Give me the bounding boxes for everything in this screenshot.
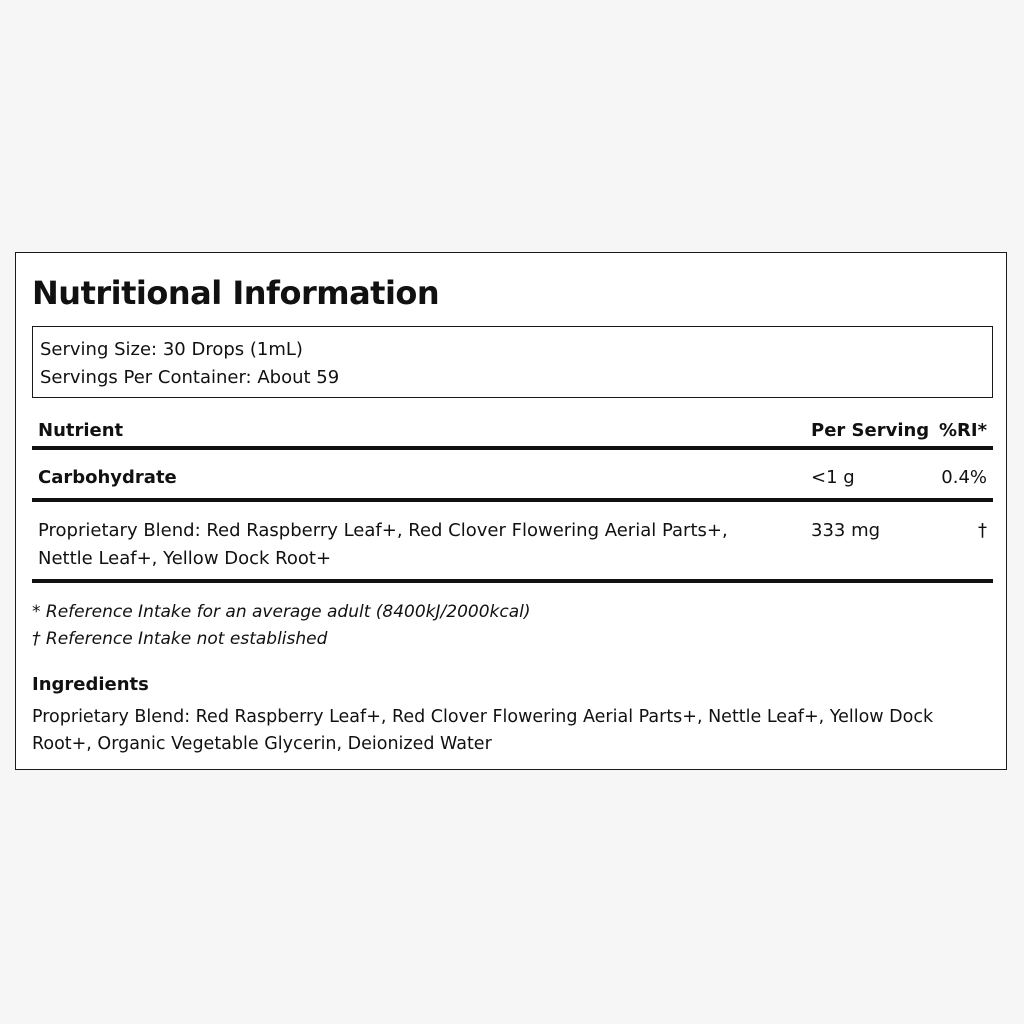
nutrient-name: Proprietary Blend: Red Raspberry Leaf+, Red Clover Flowering Aerial Parts+, Nettle Leaf+, Yellow Dock Root+ bbox=[38, 520, 728, 569]
nutrient-name: Carbohydrate bbox=[38, 467, 177, 488]
nutrient-per-serving: 333 mg bbox=[811, 520, 881, 541]
nutrition-label-panel bbox=[15, 252, 1007, 770]
serving-info-box bbox=[32, 326, 993, 398]
header-ri: %RI* bbox=[938, 420, 987, 441]
nutrient-table bbox=[32, 415, 993, 583]
nutrient-ri: 0.4% bbox=[941, 467, 987, 488]
servings-per-container: Servings Per Container: About 59 bbox=[40, 367, 340, 388]
footnote-reference-intake: * Reference Intake for an average adult (8400kJ/2000kcal) bbox=[32, 602, 531, 622]
header-nutrient: Nutrient bbox=[38, 420, 124, 441]
table-row bbox=[32, 450, 993, 502]
table-row bbox=[32, 502, 993, 583]
nutrient-ri: † bbox=[978, 520, 987, 541]
label-title: Nutritional Information bbox=[32, 274, 440, 312]
nutrient-per-serving: <1 g bbox=[811, 467, 855, 488]
ingredients-heading: Ingredients bbox=[32, 674, 149, 695]
table-header-row bbox=[32, 415, 993, 450]
footnotes bbox=[32, 599, 531, 653]
header-per-serving: Per Serving bbox=[811, 420, 930, 441]
footnote-not-established: † Reference Intake not established bbox=[32, 629, 328, 649]
ingredients-text: Proprietary Blend: Red Raspberry Leaf+, Red Clover Flowering Aerial Parts+, Nettle Leaf+, Yellow Dock Root+, Organic Vegetable Glycerin, Deionized Water bbox=[32, 707, 934, 754]
serving-size: Serving Size: 30 Drops (1mL) bbox=[40, 339, 303, 360]
